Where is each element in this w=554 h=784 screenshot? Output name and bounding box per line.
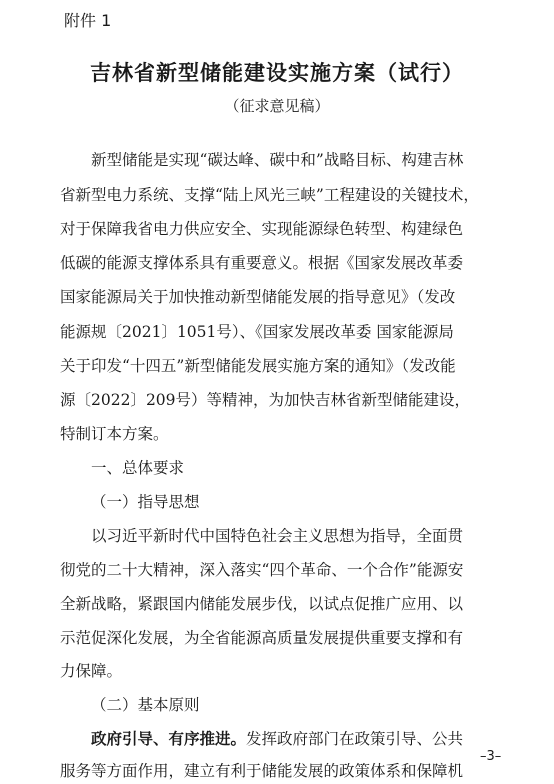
paragraph-line: 国家能源局关于加快推动新型储能发展的指导意见》（发改 [60, 288, 456, 306]
subsection-heading: （一）指导思想 [91, 493, 200, 511]
document-subtitle: （征求意见稿） [224, 97, 330, 115]
paragraph-line: 特制订本方案。 [60, 425, 169, 443]
paragraph-line: 省新型电力系统、支撑“陆上风光三峡”工程建设的关键技术， [60, 186, 479, 204]
paragraph-line: 对于保障我省电力供应安全、实现能源绿色转型、构建绿色 [60, 220, 464, 238]
paragraph-line: 低碳的能源支撑体系具有重要意义。根据《国家发展改革委 [60, 254, 464, 272]
paragraph-line: 全新战略，紧跟国内储能发展步伐，以试点促推广应用、以 [60, 595, 464, 613]
attachment-label: 附件 1 [64, 11, 112, 30]
paragraph-line: 源〔2022〕209号）等精神，为加快吉林省新型储能建设， [60, 391, 471, 409]
paragraph-line: 关于印发“十四五”新型储能发展实施方案的通知》（发改能 [60, 357, 456, 375]
subsection-heading: （二）基本原则 [91, 696, 200, 714]
paragraph-line: 服务等方面作用，建立有利于储能发展的政策体系和保障机 [60, 762, 464, 780]
paragraph-line: 以习近平新时代中国特色社会主义思想为指导，全面贯 [91, 527, 464, 545]
paragraph-line: 能源规〔2021〕1051号）、《国家发展改革委 国家能源局 [60, 323, 454, 341]
section-heading: 一、总体要求 [91, 459, 185, 477]
page-number: –3– [480, 749, 502, 764]
document-title: 吉林省新型储能建设实施方案（试行） [90, 60, 464, 85]
paragraph-line: 力保障。 [60, 662, 123, 680]
paragraph-line: 示范促深化发展，为全省能源高质量发展提供重要支撑和有 [60, 629, 464, 647]
principle-heading: 政府引导、有序推进。 [91, 729, 247, 748]
principle-text: 发挥政府部门在政策引导、公共 [246, 730, 464, 748]
principle-line [60, 728, 512, 750]
paragraph-line: 彻党的二十大精神，深入落实“四个革命、一个合作”能源安 [60, 561, 464, 579]
paragraph-line: 新型储能是实现“碳达峰、碳中和”战略目标、构建吉林 [91, 151, 464, 169]
